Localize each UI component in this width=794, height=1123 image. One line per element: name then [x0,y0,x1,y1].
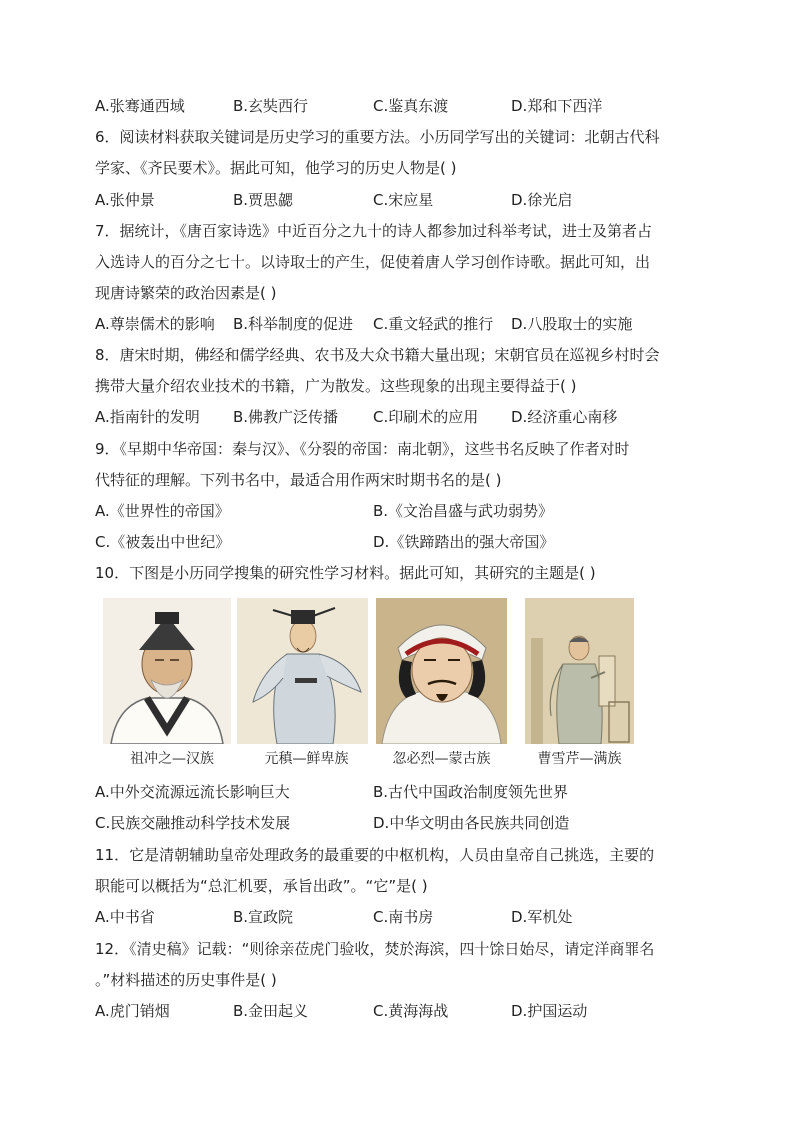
q9-stem-line-1: 9．《早期中华帝国：秦与汉》、《分裂的帝国：南北朝》，这些书名反映了作者对时 [95,440,630,458]
q7-option-d: D.八股取士的实施 [511,315,633,333]
q10-option-c: C.民族交融推动科学技术发展 [95,814,291,832]
q6-option-a: A.张仲景 [95,191,155,209]
q5-option-c: C.鉴真东渡 [373,97,449,115]
q9-option-c: C.《被轰出中世纪》 [95,533,231,551]
q11-options [95,907,715,927]
q5-option-a: A.张骞通西域 [95,97,185,115]
q6-option-d: D.徐光启 [511,191,573,209]
q12-stem-line-1: 12．《清史稿》记载：“则徐亲莅虎门验收，焚於海滨，四十馀日始尽，请定洋商罪名 [95,940,655,958]
q9-option-a: A.《世界性的帝国》 [95,502,230,520]
q12-option-c: C.黄海海战 [373,1002,449,1020]
q8-option-c: C.印刷术的应用 [373,408,479,426]
q7-option-a: A.尊崇儒术的影响 [95,315,215,333]
q10-options-row-1 [95,782,715,802]
q9-options-row-1 [95,501,715,521]
q8-stem-line-2: 携带大量介绍农业技术的书籍，广为散发。这些现象的出现主要得益于( ) [95,377,577,395]
q12-options [95,1001,715,1021]
q5-option-b: B.玄奘西行 [233,97,309,115]
portrait-cao-xueqin [525,598,634,744]
q6-stem-line-2: 学家、《齐民要术》。据此可知，他学习的历史人物是( ) [95,159,457,177]
q11-option-b: B.宣政院 [233,908,294,926]
q9-option-b: B.《文治昌盛与武功弱势》 [373,502,554,520]
q11-option-d: D.军机处 [511,908,573,926]
q12-option-a: A.虎门销烟 [95,1002,170,1020]
q11-option-a: A.中书省 [95,908,155,926]
q8-option-a: A.指南针的发明 [95,408,200,426]
q10-option-b: B.古代中国政治制度领先世界 [373,783,569,801]
q8-option-b: B.佛教广泛传播 [233,408,339,426]
caption-yuan-zhen: 元稹—鲜卑族 [264,751,349,767]
q6-stem-line-1: 6．阅读材料获取关键词是历史学习的重要方法。小历同学写出的关键词：北朝古代科 [95,128,660,146]
q6-options [95,190,715,210]
q7-option-c: C.重文轻武的推行 [373,315,494,333]
portrait-zu-chongzhi [103,598,231,744]
q11-stem-line-2: 职能可以概括为“总汇机要，承旨出政”。“它”是( ) [95,877,428,895]
q6-option-b: B.贾思勰 [233,191,294,209]
q7-stem-line-3: 现唐诗繁荣的政治因素是( ) [95,284,277,302]
q12-option-b: B.金田起义 [233,1002,309,1020]
q11-option-c: C.南书房 [373,908,434,926]
q5-option-d: D.郑和下西洋 [511,97,603,115]
caption-kublai: 忽必烈—蒙古族 [392,751,491,767]
q9-stem-line-2: 代特征的理解。下列书名中，最适合用作两宋时期书名的是( ) [95,471,502,489]
portrait-kublai [376,598,507,744]
q7-stem-line-1: 7．据统计，《唐百家诗选》中近百分之九十的诗人都参加过科举考试，进士及第者占 [95,222,653,240]
q12-stem-line-2: 。”材料描述的历史事件是( ) [95,971,277,989]
q5-options [95,96,715,116]
q9-options-row-2 [95,532,715,552]
q10-stem-line-1: 10．下图是小历同学搜集的研究性学习材料。据此可知，其研究的主题是( ) [95,564,596,582]
q8-stem-line-1: 8．唐宋时期，佛经和儒学经典、农书及大众书籍大量出现；宋朝官员在巡视乡村时会 [95,346,660,364]
caption-cao-xueqin: 曹雪芹—满族 [537,751,622,767]
portrait-yuan-zhen [237,598,368,744]
q10-option-a: A.中外交流源远流长影响巨大 [95,783,290,801]
q6-option-c: C.宋应星 [373,191,434,209]
q8-option-d: D.经济重心南移 [511,408,618,426]
q10-option-d: D.中华文明由各民族共同创造 [373,814,570,832]
q12-option-d: D.护国运动 [511,1002,588,1020]
q7-option-b: B.科举制度的促进 [233,315,354,333]
q11-stem-line-1: 11．它是清朝辅助皇帝处理政务的最重要的中枢机构，人员由皇帝自己挑选，主要的 [95,846,655,864]
q10-options-row-2 [95,813,715,833]
q7-options [95,314,715,334]
q8-options [95,407,715,427]
q7-stem-line-2: 入选诗人的百分之七十。以诗取士的产生，促使着唐人学习创作诗歌。据此可知，出 [95,253,651,271]
caption-zu-chongzhi: 祖冲之—汉族 [130,751,214,767]
q9-option-d: D.《铁蹄踏出的强大帝国》 [373,533,555,551]
